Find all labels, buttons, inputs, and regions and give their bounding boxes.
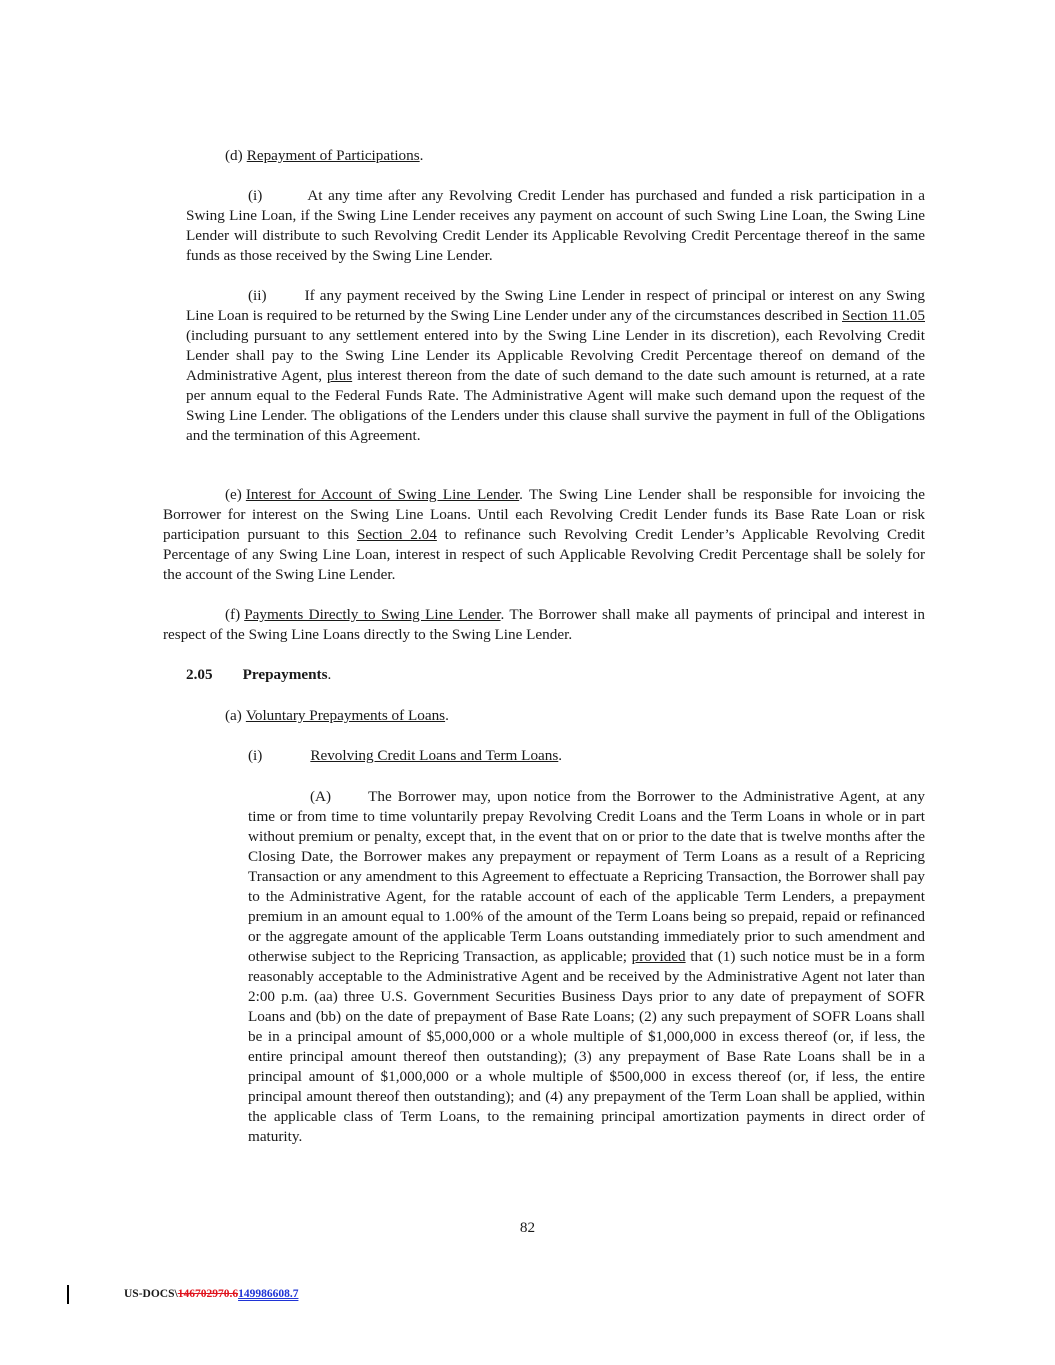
paragraph-d-ii-text-1: If any payment received by the Swing Line Lender in respect of principal or interest on any Swing Line Loan is required to be returned by the Swing Line Lender under any of the circumstances described in (186, 287, 925, 324)
paragraph-a-tail: . (445, 707, 449, 724)
paragraph-a-i (248, 746, 925, 766)
document-id-footer (124, 1288, 298, 1300)
page-number: 82 (519, 1219, 536, 1236)
paragraph-e (163, 485, 925, 585)
paragraph-e-label: (e) (225, 486, 242, 503)
paragraph-d-i-text: At any time after any Revolving Credit Lender has purchased and funded a risk participation in a Swing Line Loan, if the Swing Line Lender receives any payment on account of such Swing Line Loan, the Swing Line Lender will distribute to such Revolving Credit Lender its Applicable Revolving Credit Percentage thereof in the same funds as those received by the Swing Line Lender. (186, 187, 925, 264)
heading-interest-for-account: Interest for Account of Swing Line Lender (245, 486, 520, 503)
paragraph-a-i-tail: . (558, 747, 563, 764)
paragraph-d-label: (d) (225, 147, 243, 164)
paragraph-A-label: (A) (310, 788, 332, 805)
section-ref-2-04: Section 2.04 (356, 526, 437, 543)
heading-repayment-of-participations: Repayment of Participations (246, 147, 420, 164)
term-plus: plus (326, 367, 353, 384)
revision-change-bar (67, 1285, 69, 1304)
heading-revolving-and-term-loans: Revolving Credit Loans and Term Loans (310, 747, 559, 764)
heading-payments-directly: Payments Directly to Swing Line Lender (244, 606, 501, 623)
doc-id-inserted: 149986608.7 (238, 1288, 299, 1300)
paragraph-a (225, 706, 925, 726)
paragraph-f (163, 605, 925, 645)
paragraph-a-label: (a) (225, 707, 242, 724)
paragraph-d (225, 146, 925, 166)
term-provided: provided (631, 948, 686, 965)
paragraph-d-tail: . (419, 147, 424, 164)
doc-id-deleted: 146702970.6 (177, 1288, 239, 1300)
paragraph-A-text-1: The Borrower may, upon notice from the Borrower to the Administrative Agent, at any time or from time to time voluntarily prepay Revolving Credit Loans and the Term Loans in whole or in part without premium or penalty, except that, in the event that on or prior to the date that is twelve months after the Closing Date, the Borrower makes any prepayment or repayment of Term Loans as a result of a Repricing Transaction or any amendment to this Agreement to effectuate a Repricing Transaction, the Borrower shall pay to the Administrative Agent, for the ratable account of each of the applicable Term Lenders, a prepayment premium in an amount equal to 1.00% of the amount of the Term Loans being so prepaid, repaid or refinanced or the aggregate amount of the applicable Term Loans outstanding immediately prior to such amendment and otherwise subject to the Repricing Transaction, as applicable; (248, 788, 925, 965)
paragraph-f-label: (f) (225, 606, 241, 623)
paragraph-d-ii-label: (ii) (248, 287, 267, 304)
section-title: Prepayments (242, 666, 328, 683)
section-ref-11-05: Section 11.05 (842, 307, 925, 324)
doc-id-prefix: US-DOCS\ (124, 1288, 178, 1300)
paragraph-d-ii-text-3: interest thereon from the date of such demand to the date such amount is returned, at a rate per annum equal to the Federal Funds Rate. The Administrative Agent will make such demand upon the request of the Swing Line Lender. The obligations of the Lenders under this clause shall survive the payment in full of the Obligations and the termination of this Agreement. (186, 367, 925, 444)
heading-voluntary-prepayments: Voluntary Prepayments of Loans (245, 707, 446, 724)
paragraph-a-i-A (248, 787, 925, 1147)
paragraph-d-i (186, 186, 925, 266)
paragraph-d-ii-text-2: (including pursuant to any settlement entered into by the Swing Line Lender in its discretion), each Revolving Credit Lender shall pay to the Swing Line Lender its Applicable Revolving Credit Percentage thereof on demand of the Administrative Agent, (186, 327, 925, 384)
paragraph-a-i-label: (i) (248, 747, 263, 764)
section-title-tail: . (327, 666, 332, 683)
paragraph-e-text-2: to refinance such Revolving Credit Lender’s Applicable Revolving Credit Percentage of any Swing Line Loan, interest in respect of such Applicable Revolving Credit Percentage shall be solely for the account of the Swing Line Lender. (163, 526, 925, 583)
paragraph-d-i-label: (i) (248, 187, 263, 204)
paragraph-f-text: . The Borrower shall make all payments of principal and interest in respect of the Swing Line Loans directly to the Swing Line Lender. (163, 606, 925, 643)
paragraph-d-ii (186, 286, 925, 446)
paragraph-e-text-1: . The Swing Line Lender shall be responsible for invoicing the Borrower for interest on the Swing Line Loans. Until each Revolving Credit Lender funds its Base Rate Loan or risk participation pursuant to this (163, 486, 925, 543)
section-2-05-heading (186, 665, 886, 685)
paragraph-A-text-2: that (1) such notice must be in a form reasonably acceptable to the Administrative Agent and be received by the Administrative Agent not later than 2:00 p.m. (aa) three U.S. Government Securities Business Days prior to any date of prepayment of SOFR Loans and (bb) on the date of prepayment of Base Rate Loans; (2) any such prepayment of SOFR Loans shall be in a principal amount of $5,000,000 or a whole multiple of $1,000,000 in excess thereof (or, if less, the entire principal amount thereof then outstanding); (3) any prepayment of Base Rate Loans shall be in a principal amount of $1,000,000 or a whole multiple of $500,000 in excess thereof (or, if less, the entire principal amount thereof then outstanding); and (4) any prepayment of the Term Loan shall be applied, within the applicable class of Term Loans, to the remaining principal amortization payments in direct order of maturity. (248, 948, 925, 1145)
section-number: 2.05 (186, 666, 213, 683)
